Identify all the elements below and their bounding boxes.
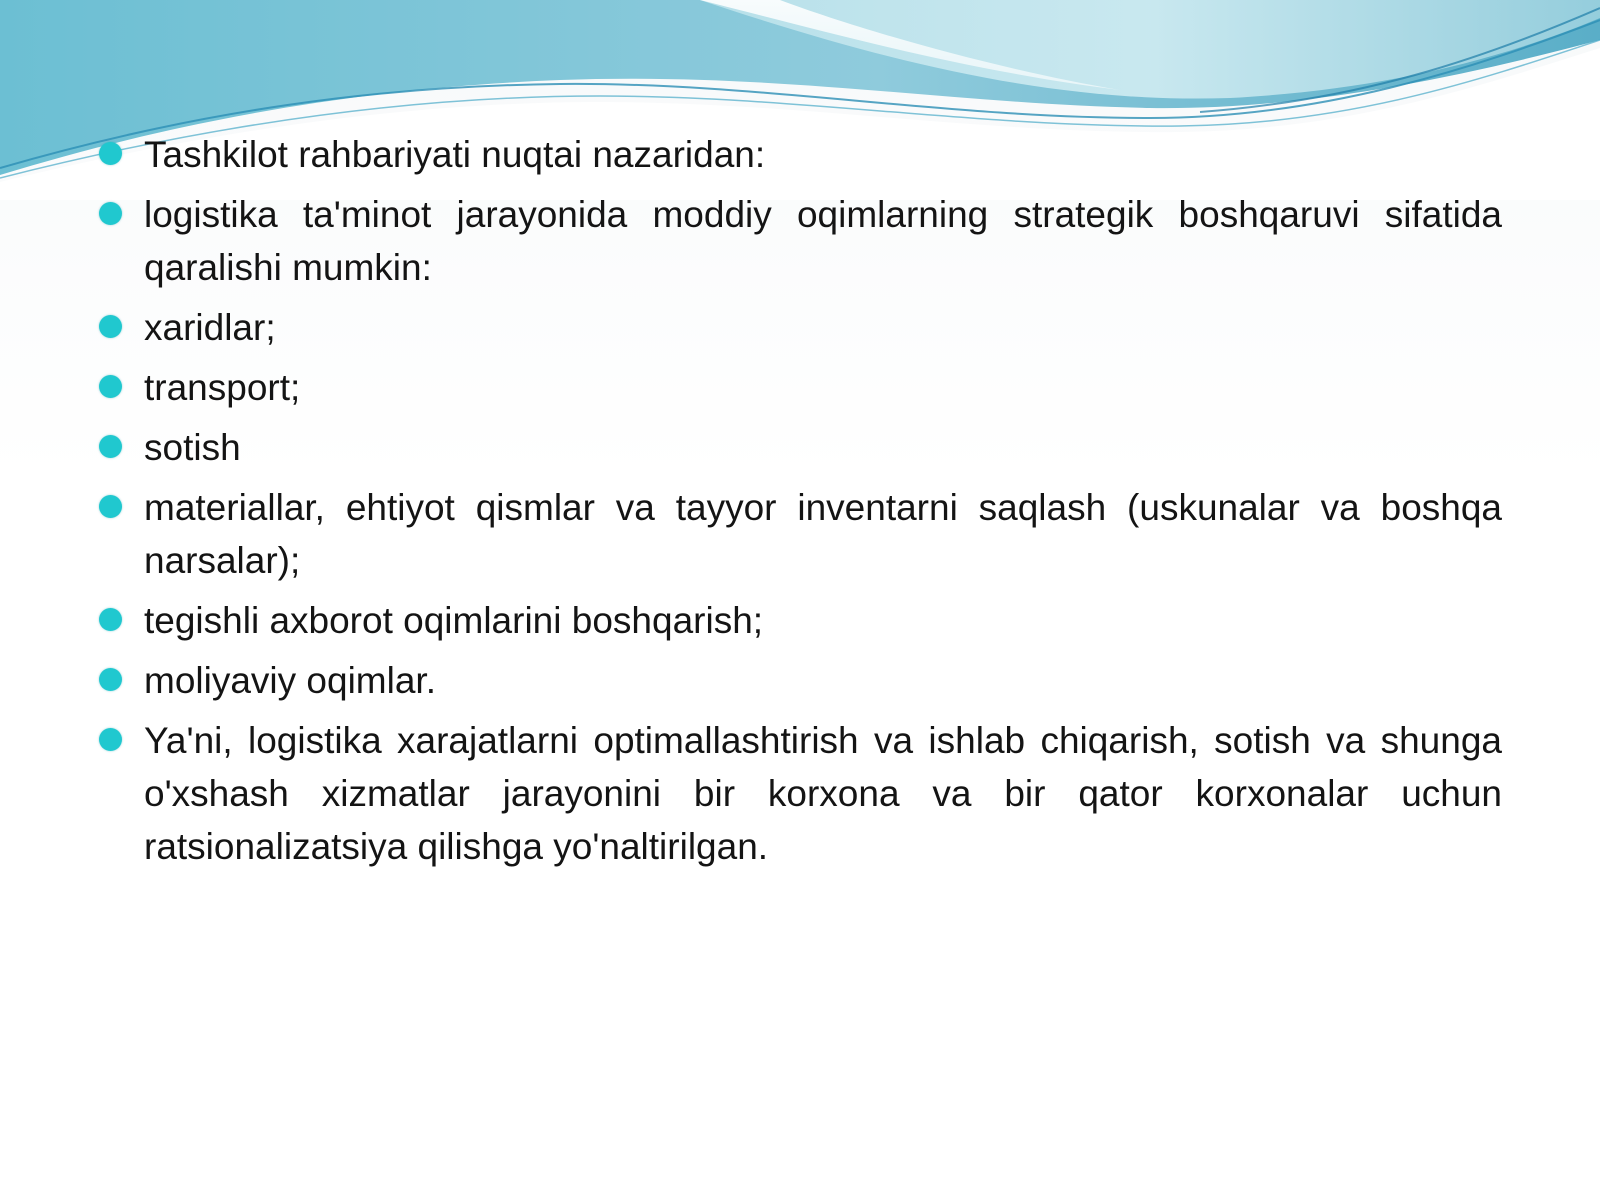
bullet-text: Ya'ni, logistika xarajatlarni optimallashtirish va ishlab chiqarish, sotish va shunga o'xshash xizmatlar jarayonini bir korxona va bir qator korxonalar uchun ratsionalizatsiya qilishga yo'naltirilgan.: [144, 720, 1502, 867]
list-item: [96, 421, 1502, 474]
bullet-icon: [99, 375, 122, 398]
bullet-list: [96, 128, 1502, 880]
list-item: [96, 654, 1502, 707]
bullet-icon: [99, 728, 122, 751]
bullet-text: logistika ta'minot jarayonida moddiy oqimlarning strategik boshqaruvi sifatida qaralishi mumkin:: [144, 194, 1502, 288]
bullet-icon: [99, 202, 122, 225]
list-item: [96, 481, 1502, 587]
bullet-icon: [99, 608, 122, 631]
list-item: [96, 188, 1502, 294]
bullet-text: materiallar, ehtiyot qismlar va tayyor inventarni saqlash (uskunalar va boshqa narsalar);: [144, 487, 1502, 581]
list-item: [96, 128, 1502, 181]
bullet-text: sotish: [144, 427, 241, 468]
bullet-icon: [99, 668, 122, 691]
list-item: [96, 594, 1502, 647]
list-item: [96, 301, 1502, 354]
bullet-icon: [99, 435, 122, 458]
list-item: [96, 361, 1502, 414]
bullet-text: tegishli axborot oqimlarini boshqarish;: [144, 600, 764, 641]
bullet-text: transport;: [144, 367, 301, 408]
list-item: [96, 714, 1502, 873]
bullet-icon: [99, 142, 122, 165]
bullet-text: xaridlar;: [144, 307, 276, 348]
bullet-text: Tashkilot rahbariyati nuqtai nazaridan:: [144, 134, 766, 175]
bullet-icon: [99, 495, 122, 518]
bullet-icon: [99, 315, 122, 338]
bullet-text: moliyaviy oqimlar.: [144, 660, 436, 701]
